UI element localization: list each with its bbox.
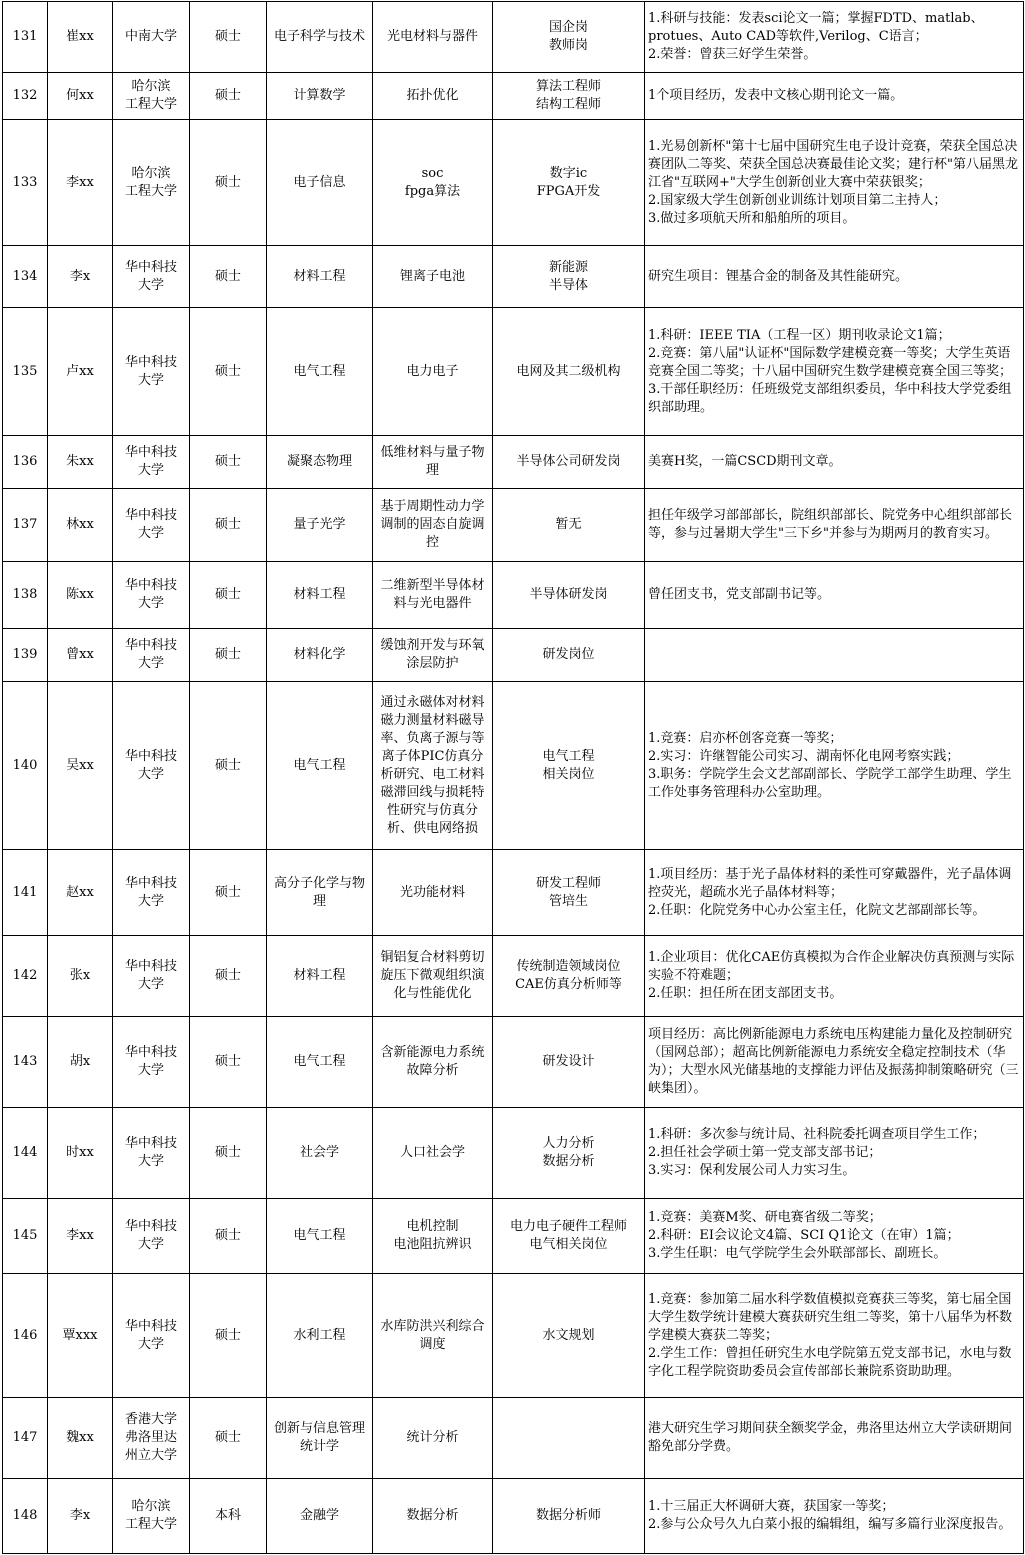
major-cell: 计算数学 [267,73,373,120]
table-row [3,682,1024,850]
row-number-cell: 145 [3,1199,48,1274]
table-row [3,73,1024,120]
research-cell: 光功能材料 [373,850,493,936]
research-cell: 电力电子 [373,308,493,436]
student-table [2,1,1024,1554]
major-cell: 社会学 [267,1108,373,1199]
major-cell: 电气工程 [267,308,373,436]
degree-cell: 硕士 [190,562,267,629]
table-row [3,436,1024,489]
table-row [3,1398,1024,1479]
notes-cell: 1.科研：IEEE TIA（工程一区）期刊收录论文1篇； 2.竞赛：第八届"认证杯"国际数学建模竞赛一等奖；大学生英语竞赛全国二等奖；十八届中国研究生数学建模竞赛全国三等奖； 3.干部任职经历：任班级党支部组织委员，华中科技大学党委组织部助理。 [645,308,1024,436]
notes-cell: 担任年级学习部部部长，院组织部部长、院党务中心组织部部长等，参与过暑期大学生"三下乡"并参与为期两月的教育实习。 [645,489,1024,562]
notes-cell [645,629,1024,682]
table-row [3,850,1024,936]
row-number-cell: 138 [3,562,48,629]
job-cell: 研发设计 [493,1017,645,1108]
major-cell: 材料工程 [267,246,373,308]
degree-cell: 硕士 [190,73,267,120]
research-cell: 含新能源电力系统故障分析 [373,1017,493,1108]
name-cell: 卢xx [48,308,113,436]
degree-cell: 硕士 [190,1398,267,1479]
major-cell: 材料化学 [267,629,373,682]
name-cell: 李x [48,246,113,308]
degree-cell: 硕士 [190,1199,267,1274]
research-cell: 基于周期性动力学调制的固态自旋调控 [373,489,493,562]
name-cell: 李xx [48,1199,113,1274]
school-cell: 哈尔滨 工程大学 [113,73,190,120]
research-cell: 水库防洪兴利综合调度 [373,1274,493,1398]
job-cell: 算法工程师 结构工程师 [493,73,645,120]
major-cell: 高分子化学与物理 [267,850,373,936]
degree-cell: 硕士 [190,1108,267,1199]
degree-cell: 硕士 [190,629,267,682]
name-cell: 覃xxx [48,1274,113,1398]
research-cell: 光电材料与器件 [373,2,493,73]
research-cell: 低维材料与量子物理 [373,436,493,489]
research-cell: 铜铝复合材料剪切旋压下微观组织演化与性能优化 [373,936,493,1017]
school-cell: 华中科技 大学 [113,562,190,629]
research-cell: 缓蚀剂开发与环氧涂层防护 [373,629,493,682]
degree-cell: 硕士 [190,2,267,73]
school-cell: 华中科技 大学 [113,246,190,308]
row-number-cell: 142 [3,936,48,1017]
notes-cell: 1.竞赛：美赛M奖、研电赛省级二等奖； 2.科研：EI会议论文4篇、SCI Q1论文（在审）1篇； 3.学生任职：电气学院学生会外联部部长、副班长。 [645,1199,1024,1274]
degree-cell: 硕士 [190,489,267,562]
notes-cell: 项目经历：高比例新能源电力系统电压构建能力量化及控制研究（国网总部）；超高比例新能源电力系统安全稳定控制技术（华为）；大型水风光储基地的支撑能力评估及振荡抑制策略研究（三峡集团）。 [645,1017,1024,1108]
major-cell: 电子科学与技术 [267,2,373,73]
notes-cell: 1.十三届正大杯调研大赛，获国家一等奖； 2.参与公众号久九白菜小报的编辑组，编写多篇行业深度报告。 [645,1479,1024,1554]
degree-cell: 硕士 [190,308,267,436]
name-cell: 李xx [48,120,113,246]
name-cell: 吴xx [48,682,113,850]
notes-cell: 1.科研与技能：发表sci论文一篇；掌握FDTD、matlab、protues、Auto CAD等软件,Verilog、C语言； 2.荣誉：曾获三好学生荣誉。 [645,2,1024,73]
notes-cell: 港大研究生学习期间获全额奖学金，弗洛里达州立大学读研期间豁免部分学费。 [645,1398,1024,1479]
table-row [3,246,1024,308]
school-cell: 华中科技 大学 [113,308,190,436]
school-cell: 华中科技 大学 [113,850,190,936]
notes-cell: 1.竞赛：参加第二届水科学数值模拟竞赛获三等奖，第七届全国大学生数学统计建模大赛获研究生组二等奖，第十八届华为杯数学建模大赛获二等奖； 2.学生工作：曾担任研究生水电学院第五党支部书记，水电与数字化工程学院资助委员会宣传部部长兼院系资助助理。 [645,1274,1024,1398]
job-cell [493,1398,645,1479]
name-cell: 朱xx [48,436,113,489]
school-cell: 华中科技 大学 [113,629,190,682]
school-cell: 华中科技 大学 [113,936,190,1017]
row-number-cell: 143 [3,1017,48,1108]
major-cell: 电气工程 [267,1017,373,1108]
table-row [3,1199,1024,1274]
row-number-cell: 134 [3,246,48,308]
notes-cell: 1.竞赛：启亦杯创客竞赛一等奖； 2.实习：许继智能公司实习、湖南怀化电网考察实践； 3.职务：学院学生会文艺部副部长、学院学工部学生助理、学生工作处事务管理科办公室助理。 [645,682,1024,850]
row-number-cell: 146 [3,1274,48,1398]
school-cell: 华中科技 大学 [113,1108,190,1199]
research-cell: 二维新型半导体材料与光电器件 [373,562,493,629]
school-cell: 华中科技 大学 [113,489,190,562]
row-number-cell: 147 [3,1398,48,1479]
degree-cell: 硕士 [190,1274,267,1398]
research-cell: 数据分析 [373,1479,493,1554]
major-cell: 量子光学 [267,489,373,562]
name-cell: 赵xx [48,850,113,936]
major-cell: 凝聚态物理 [267,436,373,489]
table-row [3,1479,1024,1554]
degree-cell: 硕士 [190,682,267,850]
name-cell: 魏xx [48,1398,113,1479]
job-cell: 半导体研发岗 [493,562,645,629]
research-cell: 锂离子电池 [373,246,493,308]
notes-cell: 1.光易创新杯"第十七届中国研究生电子设计竞赛，荣获全国总决赛团队二等奖、荣获全国总决赛最佳论文奖；建行杯"第八届黑龙江省"互联网+"大学生创新创业大赛中荣获银奖； 2.国家级大学生创新创业训练计划项目第二主持人； 3.做过多项航天所和船舶所的项目。 [645,120,1024,246]
school-cell: 哈尔滨 工程大学 [113,1479,190,1554]
school-cell: 香港大学 弗洛里达 州立大学 [113,1398,190,1479]
major-cell: 电气工程 [267,1199,373,1274]
job-cell: 电力电子硬件工程师 电气相关岗位 [493,1199,645,1274]
school-cell: 华中科技 大学 [113,436,190,489]
job-cell: 水文规划 [493,1274,645,1398]
degree-cell: 硕士 [190,120,267,246]
row-number-cell: 141 [3,850,48,936]
research-cell: 拓扑优化 [373,73,493,120]
job-cell: 电气工程 相关岗位 [493,682,645,850]
notes-cell: 1个项目经历，发表中文核心期刊论文一篇。 [645,73,1024,120]
table-row [3,1017,1024,1108]
row-number-cell: 140 [3,682,48,850]
job-cell: 新能源 半导体 [493,246,645,308]
notes-cell: 1.企业项目：优化CAE仿真模拟为合作企业解决仿真预测与实际实验不符难题； 2.任职：担任所在团支部团支书。 [645,936,1024,1017]
table-row [3,1108,1024,1199]
major-cell: 金融学 [267,1479,373,1554]
table-row [3,2,1024,73]
row-number-cell: 144 [3,1108,48,1199]
row-number-cell: 132 [3,73,48,120]
major-cell: 电气工程 [267,682,373,850]
name-cell: 时xx [48,1108,113,1199]
job-cell: 传统制造领域岗位 CAE仿真分析师等 [493,936,645,1017]
row-number-cell: 131 [3,2,48,73]
row-number-cell: 139 [3,629,48,682]
job-cell: 研发工程师 管培生 [493,850,645,936]
major-cell: 水利工程 [267,1274,373,1398]
research-cell: 人口社会学 [373,1108,493,1199]
table-row [3,629,1024,682]
name-cell: 张x [48,936,113,1017]
notes-cell: 美赛H奖，一篇CSCD期刊文章。 [645,436,1024,489]
name-cell: 胡x [48,1017,113,1108]
notes-cell: 曾任团支书，党支部副书记等。 [645,562,1024,629]
research-cell: 通过永磁体对材料磁力测量材料磁导率、负离子源与等离子体PIC仿真分析研究、电工材料磁滞回线与损耗特性研究与仿真分析、供电网络损 [373,682,493,850]
degree-cell: 硕士 [190,936,267,1017]
row-number-cell: 135 [3,308,48,436]
table-row [3,120,1024,246]
job-cell: 数字ic FPGA开发 [493,120,645,246]
research-cell: 统计分析 [373,1398,493,1479]
table-row [3,308,1024,436]
job-cell: 研发岗位 [493,629,645,682]
row-number-cell: 133 [3,120,48,246]
name-cell: 崔xx [48,2,113,73]
degree-cell: 硕士 [190,436,267,489]
school-cell: 华中科技 大学 [113,1199,190,1274]
table-row [3,936,1024,1017]
notes-cell: 研究生项目：锂基合金的制备及其性能研究。 [645,246,1024,308]
job-cell: 数据分析师 [493,1479,645,1554]
name-cell: 陈xx [48,562,113,629]
degree-cell: 本科 [190,1479,267,1554]
degree-cell: 硕士 [190,850,267,936]
school-cell: 华中科技 大学 [113,1017,190,1108]
research-cell: soc fpga算法 [373,120,493,246]
school-cell: 哈尔滨 工程大学 [113,120,190,246]
major-cell: 电子信息 [267,120,373,246]
major-cell: 材料工程 [267,936,373,1017]
row-number-cell: 136 [3,436,48,489]
school-cell: 华中科技 大学 [113,682,190,850]
degree-cell: 硕士 [190,1017,267,1108]
major-cell: 创新与信息管理 统计学 [267,1398,373,1479]
table-row [3,1274,1024,1398]
row-number-cell: 137 [3,489,48,562]
job-cell: 半导体公司研发岗 [493,436,645,489]
name-cell: 林xx [48,489,113,562]
job-cell: 暂无 [493,489,645,562]
job-cell: 国企岗 教师岗 [493,2,645,73]
name-cell: 李x [48,1479,113,1554]
table-row [3,562,1024,629]
name-cell: 曾xx [48,629,113,682]
row-number-cell: 148 [3,1479,48,1554]
school-cell: 中南大学 [113,2,190,73]
degree-cell: 硕士 [190,246,267,308]
notes-cell: 1.项目经历：基于光子晶体材料的柔性可穿戴器件，光子晶体调控荧光，超疏水光子晶体材料等； 2.任职：化院党务中心办公室主任，化院文艺部副部长等。 [645,850,1024,936]
notes-cell: 1.科研：多次参与统计局、社科院委托调查项目学生工作； 2.担任社会学硕士第一党支部支部书记； 3.实习：保利发展公司人力实习生。 [645,1108,1024,1199]
table-row [3,489,1024,562]
school-cell: 华中科技 大学 [113,1274,190,1398]
name-cell: 何xx [48,73,113,120]
research-cell: 电机控制 电池阻抗辨识 [373,1199,493,1274]
major-cell: 材料工程 [267,562,373,629]
job-cell: 电网及其二级机构 [493,308,645,436]
job-cell: 人力分析 数据分析 [493,1108,645,1199]
